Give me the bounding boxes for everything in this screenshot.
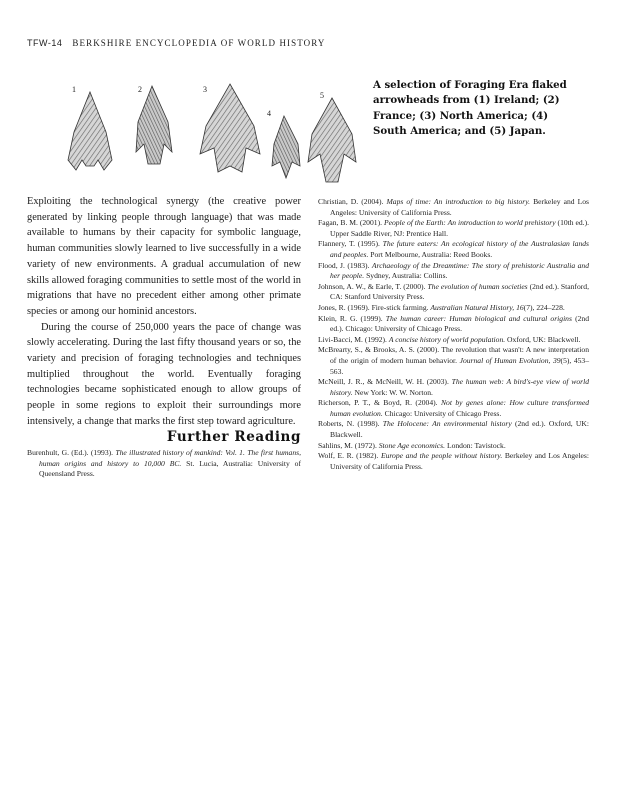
page-number: TFW-14 bbox=[27, 38, 63, 48]
reference-text: (10th ed.). Upper Saddle River, NJ: Prentice Hall. bbox=[330, 218, 589, 238]
reference-item bbox=[318, 197, 589, 218]
article-body bbox=[27, 194, 301, 430]
arrowhead-3 bbox=[200, 84, 260, 172]
reference-title: Australian Natural History, 16 bbox=[430, 302, 524, 312]
reference-item bbox=[318, 303, 589, 314]
reference-title: A concise history of world population. bbox=[388, 334, 506, 344]
reference-text: (2nd ed.). Stanford, CA: Stanford University Press. bbox=[330, 281, 589, 302]
reference-item bbox=[318, 345, 589, 377]
reference-text: Port Melbourne, Australia: Reed Books. bbox=[368, 249, 493, 259]
reference-item bbox=[318, 441, 589, 452]
reference-item bbox=[318, 239, 589, 260]
reference-text: Oxford, UK: Blackwell. bbox=[505, 334, 581, 344]
reference-text: (2nd ed.). Chicago: University of Chicago Press. bbox=[330, 313, 589, 334]
reference-title: Stone Age economics. bbox=[378, 440, 446, 450]
reference-text: (7), 224–228. bbox=[523, 302, 565, 312]
arrowheads-illustration bbox=[60, 82, 360, 186]
reference-text: Richerson, P. T., & Boyd, R. (2004). bbox=[318, 398, 441, 408]
reference-title: Journal of Human Evolution, 39 bbox=[459, 355, 561, 365]
reference-text: Flood, J. (1983). bbox=[318, 260, 372, 270]
reference-list-right bbox=[318, 197, 589, 472]
reference-text: Chicago: University of Chicago Press. bbox=[382, 408, 502, 418]
running-title: BERKSHIRE ENCYCLOPEDIA OF WORLD HISTORY bbox=[72, 38, 326, 48]
reference-text: Christian, D. (2004). bbox=[318, 197, 387, 206]
body-paragraph: During the course of 250,000 years the pace of change was slowly accelerating. During the last fifty thousand years or so, the variety and precision of foraging technologies and techniques multiplied throughout the world. Eventually foraging technologies became sophisticated enough to allow groups of people in some regions to exploit their surroundings more intensively, a change that marks the first step toward agriculture. bbox=[27, 321, 301, 427]
running-header bbox=[27, 38, 326, 48]
reference-item bbox=[318, 335, 589, 346]
reference-item bbox=[318, 261, 589, 282]
reference-item bbox=[318, 451, 589, 472]
reference-title: The evolution of human societies bbox=[427, 281, 528, 291]
arrowhead-label-3: 3 bbox=[203, 85, 207, 94]
reference-title: The Holocene: An environmental history bbox=[382, 419, 512, 429]
reference-text: Sahlins, M. (1972). bbox=[318, 440, 379, 450]
arrowheads-figure bbox=[60, 82, 360, 186]
reference-title: Not by genes alone: How culture transformed human evolution. bbox=[330, 398, 590, 418]
reference-text: Fagan, B. M. (2001). bbox=[318, 218, 384, 228]
reference-title: The human web: A bird's-eye view of world history. bbox=[330, 377, 589, 397]
reference-text: Berkeley and Los Angeles: University of California Press. bbox=[330, 451, 589, 471]
reference-title: The illustrated history of mankind: Vol. 1. The first humans, human origins and history to 10,000 BC. bbox=[39, 448, 301, 468]
reference-title: Maps of time: An introduction to big history. bbox=[386, 197, 531, 206]
reference-item bbox=[318, 218, 589, 239]
arrowhead-label-2: 2 bbox=[138, 85, 142, 94]
arrowhead-label-1: 1 bbox=[72, 85, 76, 94]
arrowhead-2 bbox=[136, 86, 172, 164]
reference-text: London: Tavistock. bbox=[445, 440, 506, 450]
reference-text: St. Lucia, Australia: University of Queensland Press. bbox=[39, 458, 301, 479]
reference-title: Europe and the people without history. bbox=[380, 451, 503, 461]
reference-text: Klein, R. G. (1999). bbox=[318, 313, 386, 323]
further-reading-heading: Further Reading bbox=[166, 429, 301, 445]
reference-text: McBrearty, S., & Brooks, A. S. (2000). The revolution that wasn't: A new interpretation of the origin of modern human behavior. bbox=[318, 345, 589, 365]
reference-title: People of the Earth: An introduction to world prehistory bbox=[383, 218, 556, 228]
reference-text: McNeill, J. R., & McNeill, W. H. (2003). bbox=[318, 377, 452, 387]
reference-item bbox=[318, 398, 589, 419]
arrowhead-1 bbox=[68, 92, 112, 170]
arrowhead-5 bbox=[308, 98, 356, 182]
reference-text: Roberts, N. (1998). bbox=[318, 419, 383, 429]
reference-text: Sydney, Australia: Collins. bbox=[364, 271, 448, 281]
reference-item bbox=[318, 419, 589, 440]
reference-item bbox=[318, 377, 589, 398]
reference-text: (2nd ed.). Oxford, UK: Blackwell. bbox=[330, 419, 589, 440]
reference-title: The human career: Human biological and cultural origins bbox=[385, 313, 572, 323]
reference-text: Wolf, E. R. (1982). bbox=[318, 451, 381, 461]
reference-text: (5), 453–563. bbox=[330, 355, 590, 376]
reference-text: Burenhult, G. (Ed.). (1993). bbox=[27, 448, 116, 457]
reference-item bbox=[27, 448, 301, 480]
figure-caption: A selection of Foraging Era flaked arrowheads from (1) Ireland; (2) France; (3) North America; (4) South America; and (5) Japan. bbox=[373, 79, 567, 138]
reference-text: New York: W. W. Norton. bbox=[352, 387, 433, 397]
reference-item bbox=[318, 314, 589, 335]
arrowhead-4 bbox=[272, 116, 300, 178]
arrowhead-label-4: 4 bbox=[267, 109, 271, 118]
reference-text: Jones, R. (1969). Fire-stick farming. bbox=[318, 302, 431, 312]
reference-text: Flannery, T. (1995). bbox=[318, 239, 383, 249]
reference-list-left bbox=[27, 448, 301, 480]
reference-text: Livi-Bacci, M. (1992). bbox=[318, 334, 389, 344]
reference-title: The future eaters: An ecological history of the Australasian lands and peoples. bbox=[330, 239, 590, 259]
reference-text: Johnson, A. W., & Earle, T. (2000). bbox=[318, 281, 428, 291]
body-paragraph: Exploiting the technological synergy (the creative power generated by linking people through language) that was made available to humans by their capacity for symbolic language, human communities slowly learned to live successfully in a wide variety of new environments. A gradual accumulation of new skills allowed foraging communities to settle most of the world in migrations that have no precedent either among other primate species or among our hominid ancestors. bbox=[27, 196, 301, 317]
reference-item bbox=[318, 282, 589, 303]
reference-text: Berkeley and Los Angeles: University of California Press. bbox=[330, 197, 589, 217]
reference-title: Archaeology of the Dreamtime: The story of prehistoric Australia and her people. bbox=[330, 260, 589, 281]
arrowhead-label-5: 5 bbox=[320, 91, 324, 100]
